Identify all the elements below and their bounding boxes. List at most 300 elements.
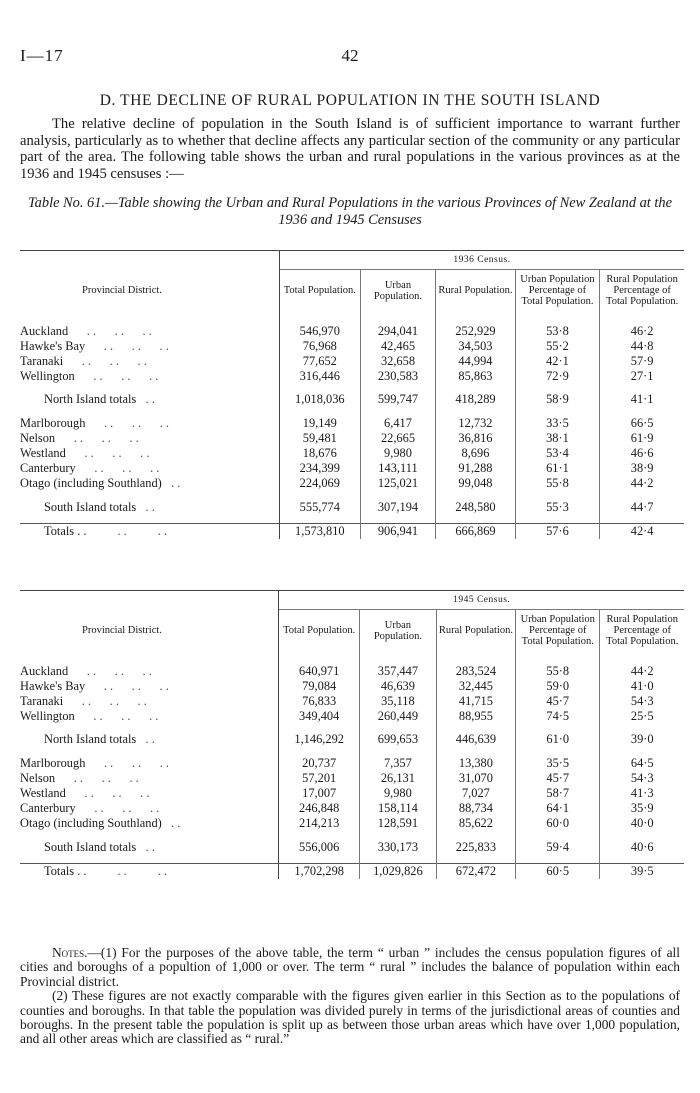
census-label-row (20, 591, 684, 610)
district-name: Westland (20, 446, 66, 461)
column-header-urban-pct: Urban Population Percentage of Total Population. (516, 610, 600, 656)
rural-cell: 31,070 (436, 771, 515, 786)
total-cell: 59,481 (279, 431, 360, 446)
district-name: Auckland (20, 323, 69, 338)
urban-pct-cell: 60·0 (516, 816, 600, 831)
urban-cell: 699,653 (359, 732, 436, 747)
document-reference: I—17 (20, 46, 64, 65)
rural-pct-cell: 39·0 (600, 732, 684, 747)
district-cell (20, 732, 279, 747)
spacer-row (20, 515, 684, 524)
spacer-row (20, 656, 684, 664)
rural-pct-cell: 44·8 (600, 339, 684, 354)
leader-dots: . . (161, 476, 181, 491)
column-header-rural-pct: Rural Population Percentage of Total Population. (600, 610, 684, 656)
spacer-row (20, 491, 684, 499)
rural-cell: 8,696 (436, 446, 515, 461)
district-cell (20, 416, 279, 431)
district-name: Marlborough (20, 755, 86, 770)
spacer-cell (436, 748, 515, 756)
district-name: Otago (including Southland) (20, 816, 162, 831)
intro-paragraph: The relative decline of population in the South Island is of sufficient importance to warrant further analysis, particularly as to whether that decline affects any particular section of the community or any particular part of the area. The following table shows the urban and rural populations in the various provinces as at the 1936 and 1945 censuses :— (20, 116, 680, 182)
note-1-text: —(1) For the purposes of the above table, the term “ urban ” includes the census population figures of all cities and boroughs of a popultion of 1,000 or over. The term “ rural ” includes the balance of population within each Provincial district. (20, 945, 680, 989)
spacer-cell (600, 316, 684, 324)
rural-pct-cell: 44·7 (600, 499, 684, 514)
spacer-cell (20, 491, 279, 499)
column-header-rural-pct: Rural Population Percentage of Total Population. (600, 270, 684, 316)
urban-pct-cell: 60·5 (516, 863, 600, 879)
rural-pct-cell: 27·1 (600, 369, 684, 384)
table-notes (20, 946, 680, 1047)
total-cell: 20,737 (279, 756, 360, 771)
district-cell (20, 863, 279, 879)
district-cell (20, 476, 279, 491)
district-name: North Island totals (44, 392, 137, 407)
district-name: Auckland (20, 663, 69, 678)
rural-pct-cell: 46·6 (600, 446, 684, 461)
urban-cell: 294,041 (360, 324, 436, 339)
rural-pct-cell: 39·5 (600, 863, 684, 879)
census-label: 1936 Census. (279, 251, 684, 270)
table-row (20, 461, 684, 476)
census-table-1945 (20, 590, 684, 879)
spacer-cell (436, 491, 515, 499)
total-cell: 546,970 (279, 324, 360, 339)
total-cell: 214,213 (279, 816, 360, 831)
urban-pct-cell: 33·5 (515, 416, 600, 431)
spacer-cell (515, 316, 600, 324)
urban-cell: 7,357 (359, 756, 436, 771)
leader-dots: . . (136, 839, 155, 854)
urban-pct-cell: 53·4 (515, 446, 600, 461)
rural-cell: 36,816 (436, 431, 515, 446)
note-1 (20, 946, 680, 989)
spacer-cell (516, 724, 600, 732)
rural-cell: 283,524 (436, 664, 515, 679)
spacer-cell (359, 724, 436, 732)
leader-dots: . . . . . . (85, 338, 169, 353)
spacer-cell (436, 724, 515, 732)
rural-pct-cell: 41·3 (600, 786, 684, 801)
rural-pct-cell: 41·0 (600, 679, 684, 694)
urban-cell: 6,417 (360, 416, 436, 431)
leader-dots: . . . . . . (63, 354, 147, 369)
district-name: Totals . . (44, 523, 87, 538)
urban-pct-cell: 55·8 (516, 664, 600, 679)
table-row (20, 416, 684, 431)
column-header-urban: Urban Population. (360, 270, 436, 316)
rural-cell: 252,929 (436, 324, 515, 339)
table-row (20, 499, 684, 514)
rural-cell: 85,863 (436, 369, 515, 384)
table-row (20, 694, 684, 709)
spacer-cell (436, 316, 515, 324)
total-cell: 1,146,292 (279, 732, 360, 747)
district-name: Westland (20, 786, 66, 801)
spacer-cell (279, 656, 360, 664)
table-row (20, 786, 684, 801)
urban-cell: 46,639 (359, 679, 436, 694)
leader-dots: . . . . . . (85, 678, 169, 693)
spacer-cell (600, 515, 684, 524)
urban-cell: 357,447 (359, 664, 436, 679)
spacer-cell (600, 408, 684, 416)
district-name: Totals . . (44, 863, 87, 878)
table-row (20, 354, 684, 369)
spacer-cell (436, 855, 515, 864)
spacer-cell (515, 515, 600, 524)
district-name: Otago (including Southland) (20, 476, 162, 491)
spacer-cell (516, 656, 600, 664)
urban-pct-cell: 59·0 (516, 679, 600, 694)
column-header-urban: Urban Population. (359, 610, 436, 656)
district-cell (20, 339, 279, 354)
urban-pct-cell: 61·1 (515, 461, 600, 476)
rural-cell: 672,472 (436, 863, 515, 879)
total-cell: 1,018,036 (279, 392, 360, 407)
column-header-total: Total Population. (279, 270, 360, 316)
spacer-cell (360, 491, 436, 499)
spacer-cell (515, 408, 600, 416)
urban-cell: 22,665 (360, 431, 436, 446)
rural-cell: 99,048 (436, 476, 515, 491)
blank-cell (20, 591, 279, 610)
leader-dots: . . . . . . (85, 415, 170, 430)
spacer-cell (279, 748, 360, 756)
table-row (20, 679, 684, 694)
spacer-cell (20, 515, 279, 524)
total-cell: 79,084 (279, 679, 360, 694)
district-cell (20, 324, 279, 339)
rural-pct-cell: 44·2 (600, 664, 684, 679)
rural-cell: 418,289 (436, 392, 515, 407)
spacer-cell (20, 316, 279, 324)
district-cell (20, 801, 279, 816)
table-row (20, 756, 684, 771)
spacer-cell (279, 515, 360, 524)
urban-cell: 125,021 (360, 476, 436, 491)
urban-cell: 35,118 (359, 694, 436, 709)
rural-cell: 7,027 (436, 786, 515, 801)
spacer-cell (516, 855, 600, 864)
urban-pct-cell: 42·1 (515, 354, 600, 369)
table-row (20, 664, 684, 679)
table-row (20, 816, 684, 831)
urban-cell: 9,980 (360, 446, 436, 461)
district-name: Taranaki (20, 694, 64, 709)
spacer-cell (279, 408, 360, 416)
column-header-row (20, 610, 684, 656)
rural-pct-cell: 42·4 (600, 523, 684, 539)
rural-pct-cell: 40·6 (600, 839, 684, 854)
urban-cell: 158,114 (359, 801, 436, 816)
rural-cell: 44,994 (436, 354, 515, 369)
rural-cell: 88,734 (436, 801, 515, 816)
total-cell: 349,404 (279, 709, 360, 724)
spacer-row (20, 724, 684, 732)
column-header-rural: Rural Population. (436, 610, 515, 656)
spacer-cell (359, 831, 436, 839)
spacer-row (20, 384, 684, 392)
district-name: Hawke's Bay (20, 678, 86, 693)
rural-cell: 91,288 (436, 461, 515, 476)
leader-dots: . . . . . . (63, 694, 147, 709)
rural-pct-cell: 35·9 (600, 801, 684, 816)
rural-cell: 41,715 (436, 694, 515, 709)
spacer-cell (20, 748, 279, 756)
urban-cell: 26,131 (359, 771, 436, 786)
urban-pct-cell: 61·0 (516, 732, 600, 747)
district-name: Wellington (20, 709, 75, 724)
total-cell: 19,149 (279, 416, 360, 431)
district-cell (20, 756, 279, 771)
table-row (20, 446, 684, 461)
rural-pct-cell: 41·1 (600, 392, 684, 407)
district-cell (20, 446, 279, 461)
urban-cell: 1,029,826 (359, 863, 436, 879)
rural-pct-cell: 38·9 (600, 461, 684, 476)
urban-cell: 906,941 (360, 523, 436, 539)
rural-pct-cell: 40·0 (600, 816, 684, 831)
urban-cell: 230,583 (360, 369, 436, 384)
district-cell (20, 694, 279, 709)
table-row (20, 709, 684, 724)
urban-pct-cell: 55·8 (515, 476, 600, 491)
urban-pct-cell: 55·2 (515, 339, 600, 354)
spacer-cell (600, 748, 684, 756)
leader-dots: . . . . . . (85, 755, 170, 770)
leader-dots: . . . . . . (75, 461, 160, 476)
section-title: D. THE DECLINE OF RURAL POPULATION IN THE SOUTH ISLAND (99, 92, 601, 109)
table-row (20, 369, 684, 384)
leader-dots: . . . . . . (68, 323, 152, 338)
urban-cell: 32,658 (360, 354, 436, 369)
census-label-row (20, 251, 684, 270)
spacer-row (20, 748, 684, 756)
leader-dots: . . . . . . (68, 663, 152, 678)
table-row (20, 431, 684, 446)
district-cell (20, 664, 279, 679)
table-row (20, 392, 684, 407)
spacer-cell (279, 831, 360, 839)
urban-pct-cell: 59·4 (516, 839, 600, 854)
leader-dots: . . . . . . (55, 770, 139, 785)
spacer-cell (279, 384, 360, 392)
page-number: 42 (341, 46, 359, 65)
district-cell (20, 771, 279, 786)
leader-dots: . . (136, 499, 155, 514)
spacer-cell (359, 748, 436, 756)
total-cell: 316,446 (279, 369, 360, 384)
total-cell: 555,774 (279, 499, 360, 514)
rural-cell: 225,833 (436, 839, 515, 854)
spacer-cell (600, 656, 684, 664)
spacer-cell (359, 656, 436, 664)
spacer-cell (600, 855, 684, 864)
table-row (20, 324, 684, 339)
rural-cell: 12,732 (436, 416, 515, 431)
rural-cell: 13,380 (436, 756, 515, 771)
urban-pct-cell: 53·8 (515, 324, 600, 339)
spacer-cell (600, 384, 684, 392)
urban-cell: 143,111 (360, 461, 436, 476)
column-header-urban-pct: Urban Population Percentage of Total Population. (515, 270, 600, 316)
rural-cell: 446,639 (436, 732, 515, 747)
total-cell: 246,848 (279, 801, 360, 816)
spacer-row (20, 408, 684, 416)
spacer-cell (360, 316, 436, 324)
leader-dots: . . (136, 392, 155, 407)
district-cell (20, 369, 279, 384)
spacer-cell (20, 724, 279, 732)
urban-pct-cell: 57·6 (515, 523, 600, 539)
spacer-cell (436, 656, 515, 664)
spacer-cell (436, 831, 515, 839)
rural-cell: 88,955 (436, 709, 515, 724)
table-row (20, 523, 684, 539)
district-cell (20, 709, 279, 724)
total-cell: 556,006 (279, 839, 360, 854)
table-row (20, 839, 684, 854)
district-cell (20, 392, 279, 407)
spacer-row (20, 316, 684, 324)
note-2: (2) These figures are not exactly comparable with the figures given earlier in this Section as to the populations of counties and boroughs. In that table the population was divided purely in terms of the jurisdictional areas of counties and boroughs. In the present table the population is split up as between those urban areas which have over 1,000 population, and all other areas which are classified as “ rural.” (20, 988, 680, 1047)
spacer-cell (516, 831, 600, 839)
spacer-cell (600, 724, 684, 732)
total-cell: 1,573,810 (279, 523, 360, 539)
rural-pct-cell: 64·5 (600, 756, 684, 771)
spacer-cell (20, 831, 279, 839)
district-cell (20, 523, 279, 539)
district-name: Wellington (20, 369, 75, 384)
spacer-cell (360, 408, 436, 416)
rural-cell: 34,503 (436, 339, 515, 354)
district-name: Marlborough (20, 415, 86, 430)
spacer-cell (20, 408, 279, 416)
spacer-cell (359, 855, 436, 864)
column-header-district: Provincial District. (82, 284, 162, 296)
total-cell: 77,652 (279, 354, 360, 369)
blank-cell (20, 251, 279, 270)
spacer-cell (360, 384, 436, 392)
urban-pct-cell: 55·3 (515, 499, 600, 514)
rural-pct-cell: 25·5 (600, 709, 684, 724)
rural-cell: 32,445 (436, 679, 515, 694)
district-name: South Island totals (44, 499, 137, 514)
rural-pct-cell: 61·9 (600, 431, 684, 446)
total-cell: 640,971 (279, 664, 360, 679)
leader-dots: . . . . (86, 863, 168, 878)
district-name: South Island totals (44, 839, 137, 854)
table-row (20, 771, 684, 786)
leader-dots: . . (136, 732, 155, 747)
census-label: 1945 Census. (279, 591, 684, 610)
district-cell (20, 354, 279, 369)
spacer-cell (279, 724, 360, 732)
spacer-cell (515, 384, 600, 392)
spacer-cell (600, 831, 684, 839)
district-name: Canterbury (20, 801, 76, 816)
total-cell: 57,201 (279, 771, 360, 786)
total-cell: 1,702,298 (279, 863, 360, 879)
column-header-row (20, 270, 684, 316)
rural-cell: 85,622 (436, 816, 515, 831)
rural-pct-cell: 54·3 (600, 694, 684, 709)
urban-pct-cell: 58·9 (515, 392, 600, 407)
spacer-cell (436, 515, 515, 524)
district-cell (20, 816, 279, 831)
spacer-cell (515, 491, 600, 499)
leader-dots: . . . . . . (55, 430, 139, 445)
district-name: Taranaki (20, 354, 64, 369)
district-cell (20, 786, 279, 801)
column-header-district: Provincial District. (82, 624, 162, 636)
leader-dots: . . . . . . (74, 369, 159, 384)
urban-cell: 9,980 (359, 786, 436, 801)
district-name: Hawke's Bay (20, 338, 86, 353)
urban-pct-cell: 45·7 (516, 694, 600, 709)
table-row (20, 732, 684, 747)
district-name: Nelson (20, 430, 56, 445)
district-cell (20, 499, 279, 514)
total-cell: 224,069 (279, 476, 360, 491)
district-cell (20, 679, 279, 694)
total-cell: 17,007 (279, 786, 360, 801)
district-cell (20, 431, 279, 446)
spacer-cell (436, 408, 515, 416)
rural-pct-cell: 44·2 (600, 476, 684, 491)
urban-cell: 128,591 (359, 816, 436, 831)
total-cell: 234,399 (279, 461, 360, 476)
census-table-1936 (20, 250, 684, 539)
rural-pct-cell: 54·3 (600, 771, 684, 786)
urban-pct-cell: 74·5 (516, 709, 600, 724)
table-row (20, 863, 684, 879)
spacer-cell (279, 491, 360, 499)
spacer-cell (279, 316, 360, 324)
total-cell: 18,676 (279, 446, 360, 461)
urban-pct-cell: 64·1 (516, 801, 600, 816)
spacer-cell (600, 491, 684, 499)
district-cell (20, 839, 279, 854)
urban-pct-cell: 58·7 (516, 786, 600, 801)
spacer-row (20, 855, 684, 864)
leader-dots: . . . . . . (65, 786, 150, 801)
rural-pct-cell: 46·2 (600, 324, 684, 339)
spacer-cell (279, 855, 360, 864)
column-header-total: Total Population. (279, 610, 360, 656)
spacer-cell (20, 656, 279, 664)
column-header-rural: Rural Population. (436, 270, 515, 316)
total-cell: 76,968 (279, 339, 360, 354)
table-row (20, 476, 684, 491)
leader-dots: . . (161, 816, 181, 831)
spacer-cell (516, 748, 600, 756)
table-caption: Table No. 61.—Table showing the Urban and Rural Populations in the various Provinces of New Zealand at the 1936 and 1945 Censuses (28, 195, 672, 228)
urban-cell: 42,465 (360, 339, 436, 354)
total-cell: 76,833 (279, 694, 360, 709)
urban-cell: 330,173 (359, 839, 436, 854)
urban-cell: 307,194 (360, 499, 436, 514)
spacer-cell (360, 515, 436, 524)
district-name: Nelson (20, 770, 56, 785)
district-cell (20, 461, 279, 476)
table-row (20, 801, 684, 816)
leader-dots: . . . . (86, 523, 168, 538)
rural-pct-cell: 66·5 (600, 416, 684, 431)
leader-dots: . . . . . . (65, 446, 150, 461)
table-row (20, 339, 684, 354)
